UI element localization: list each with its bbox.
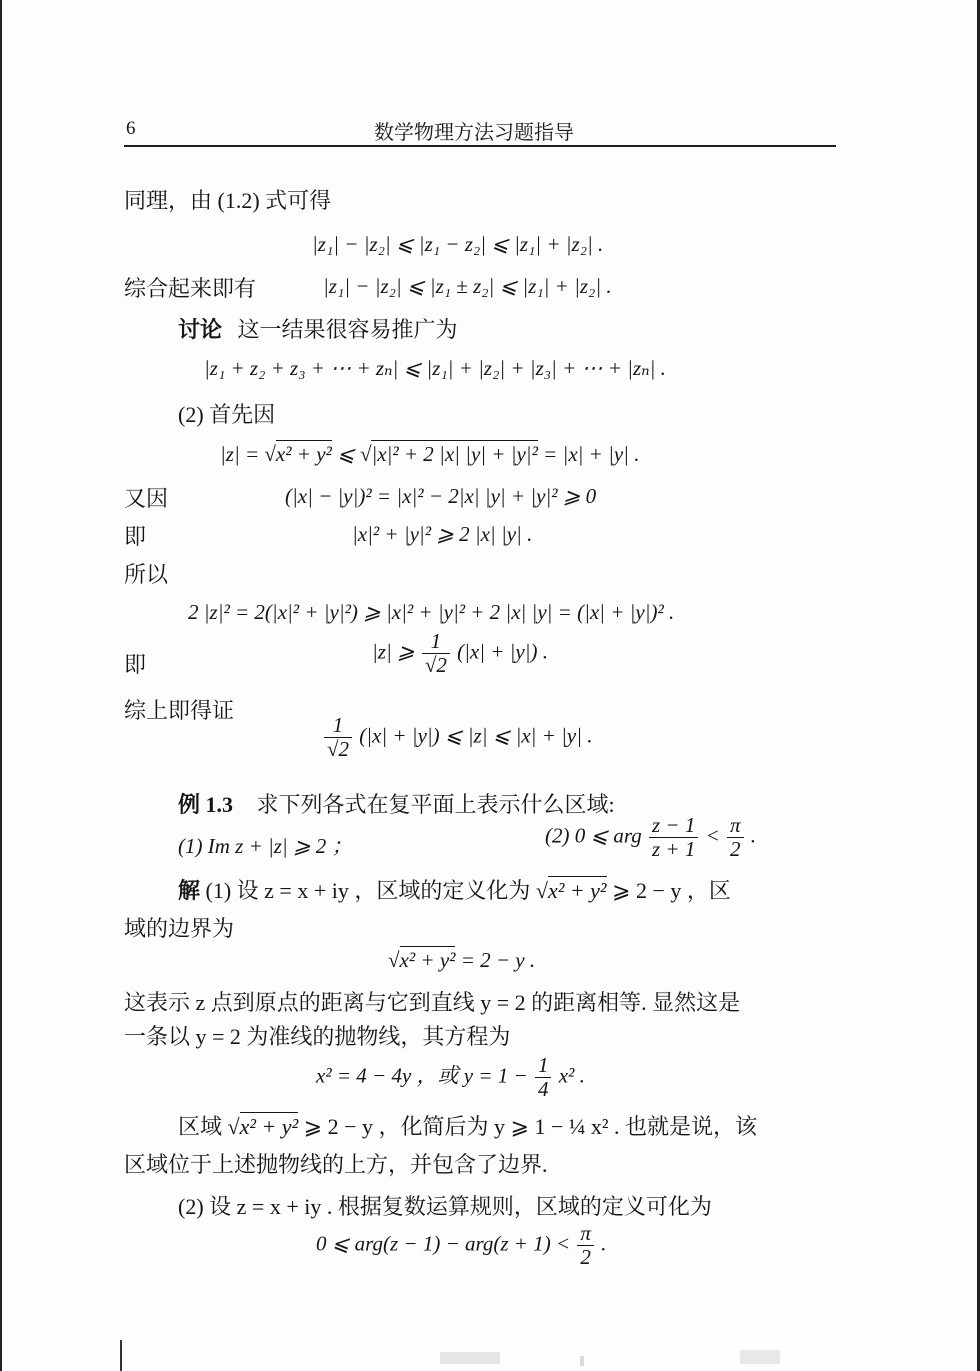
denominator: √2 [424,653,447,678]
text-line: 区域 √x² + y² ⩾ 2 − y ，化简后为 y ⩾ 1 − ¼ x² . 也就是说，该 [178,1114,757,1139]
solution-line: 解 (1) 设 z = x + iy ，区域的定义化为 √x² + y² ⩾ 2 − y ，区 [178,878,731,903]
text-line: 所以 [124,562,169,587]
sqrt-radicand: x² + y² [239,1114,299,1139]
scan-artifact [580,1356,584,1366]
fraction [649,814,698,861]
text-line: 同理，由 (1.2) 式可得 [124,188,332,213]
numerator: π [577,1222,594,1246]
sqrt-radicand: x² + y² [547,878,607,903]
text-label: 综合起来即有 [124,276,257,301]
discussion-heading: 讨论 [178,317,223,342]
text-line: (2) 设 z = x + iy . 根据复数运算规则，区域的定义可化为 [178,1194,712,1219]
eq-part: . [595,1231,607,1256]
equation: (|x| − |y|)² = |x|² − 2|x| |y| + |y|² ⩾ 0 [285,484,597,508]
solution-text: ⩾ 2 − y ，区 [606,878,731,903]
denominator: 2 [730,837,741,862]
eq-part: = |x| + |y| . [537,442,640,466]
example-label: 例 1.3 [178,792,234,817]
running-title: 数学物理方法习题指导 [374,120,574,144]
eq-part: ⩽ [331,442,360,466]
numerator: z − 1 [649,814,698,838]
eq-part: < [700,823,725,848]
denominator: z + 1 [651,837,696,862]
header-rule [124,145,836,147]
eq-part: x² . [553,1063,585,1088]
sqrt-radicand: |x|² + 2 |x| |y| + |y|² [371,442,538,466]
example-text: 求下列各式在复平面上表示什么区域: [256,792,615,817]
sqrt-radicand: x² + y² [275,442,332,466]
eq-part: (2) 0 ⩽ arg [545,823,647,848]
numerator: 1 [422,630,450,654]
equation [316,1054,585,1101]
fraction [422,630,450,677]
discussion-text: 这一结果很容易推广为 [237,317,458,342]
numerator: π [727,814,744,838]
equation: √x² + y² = 2 − y . [388,948,536,972]
text-part: ⩾ 2 − y ，化简后为 y ⩾ 1 − ¼ x² . 也就是说，该 [298,1114,757,1139]
equation: 2 |z|² = 2(|x|² + |y|²) ⩾ |x|² + |y|² + 2 |x| |y| = (|x| + |y|)² . [188,600,675,624]
numerator: 1 [324,714,352,738]
eq-part: (|x| + |y|) . [451,639,548,664]
example-item-2 [545,814,756,861]
denominator: 2 [580,1245,591,1270]
denominator: 4 [537,1077,549,1102]
eq-part: . [745,823,757,848]
fraction [535,1054,552,1101]
solution-text: (1) 设 z = x + iy ，区域的定义化为 [200,878,536,903]
text-line: 综上即得证 [124,698,235,723]
eq-part: x² = 4 − 4y ，或 y = 1 − [316,1063,533,1088]
text-label: 即 [124,652,147,677]
eq-part: 0 ⩽ arg(z − 1) − arg(z + 1) < [316,1231,576,1256]
scan-artifact [740,1350,780,1364]
solution-label: 解 [178,878,201,903]
text-label: 又因 [124,486,169,511]
equation: |x|² + |y|² ⩾ 2 |x| |y| . [352,522,533,546]
numerator: 1 [535,1054,552,1078]
fraction [577,1222,594,1269]
fraction [324,714,352,761]
eq-part: (|x| + |y|) ⩽ |z| ⩽ |x| + |y| . [354,723,593,748]
discussion-line [178,313,458,344]
text-line: 区域位于上述抛物线的上方，并包含了边界. [124,1152,548,1177]
equation: |z₁ + z₂ + z₃ + ⋯ + zₙ| ⩽ |z₁| + |z₂| + |z₃| + ⋯ + |zₙ| . [204,356,666,380]
equation [372,630,548,677]
example-item-1: (1) Im z + |z| ⩾ 2 ； [178,834,353,858]
equation: |z₁| − |z₂| ⩽ |z₁ − z₂| ⩽ |z₁| + |z₂| . [312,232,604,256]
page-number: 6 [126,118,136,139]
scan-artifact [120,1340,122,1371]
scan-left-edge [0,0,2,1371]
text-label: 即 [124,524,147,549]
text-line: 域的边界为 [124,916,235,941]
text-line: (2) 首先因 [178,402,276,427]
equation [316,1222,606,1269]
equation: |z₁| − |z₂| ⩽ |z₁ ± z₂| ⩽ |z₁| + |z₂| . [323,274,612,298]
text-line: 这表示 z 点到原点的距离与它到直线 y = 2 的距离相等. 显然这是 [124,990,741,1015]
scan-artifact [440,1352,500,1364]
text-part: 区域 [178,1114,228,1139]
eq-part: |z| = [220,442,265,466]
denominator: √2 [327,737,350,762]
eq-part: |z| ⩾ [372,639,420,664]
sqrt-radicand: x² + y² [399,948,456,972]
equation: |z| = √x² + y² ⩽ √|x|² + 2 |x| |y| + |y|² = |x| + |y| . [220,442,640,466]
text-line: 一条以 y = 2 为准线的抛物线，其方程为 [124,1024,511,1049]
fraction [727,814,744,861]
equation [322,714,593,761]
eq-part: = 2 − y . [455,948,536,972]
